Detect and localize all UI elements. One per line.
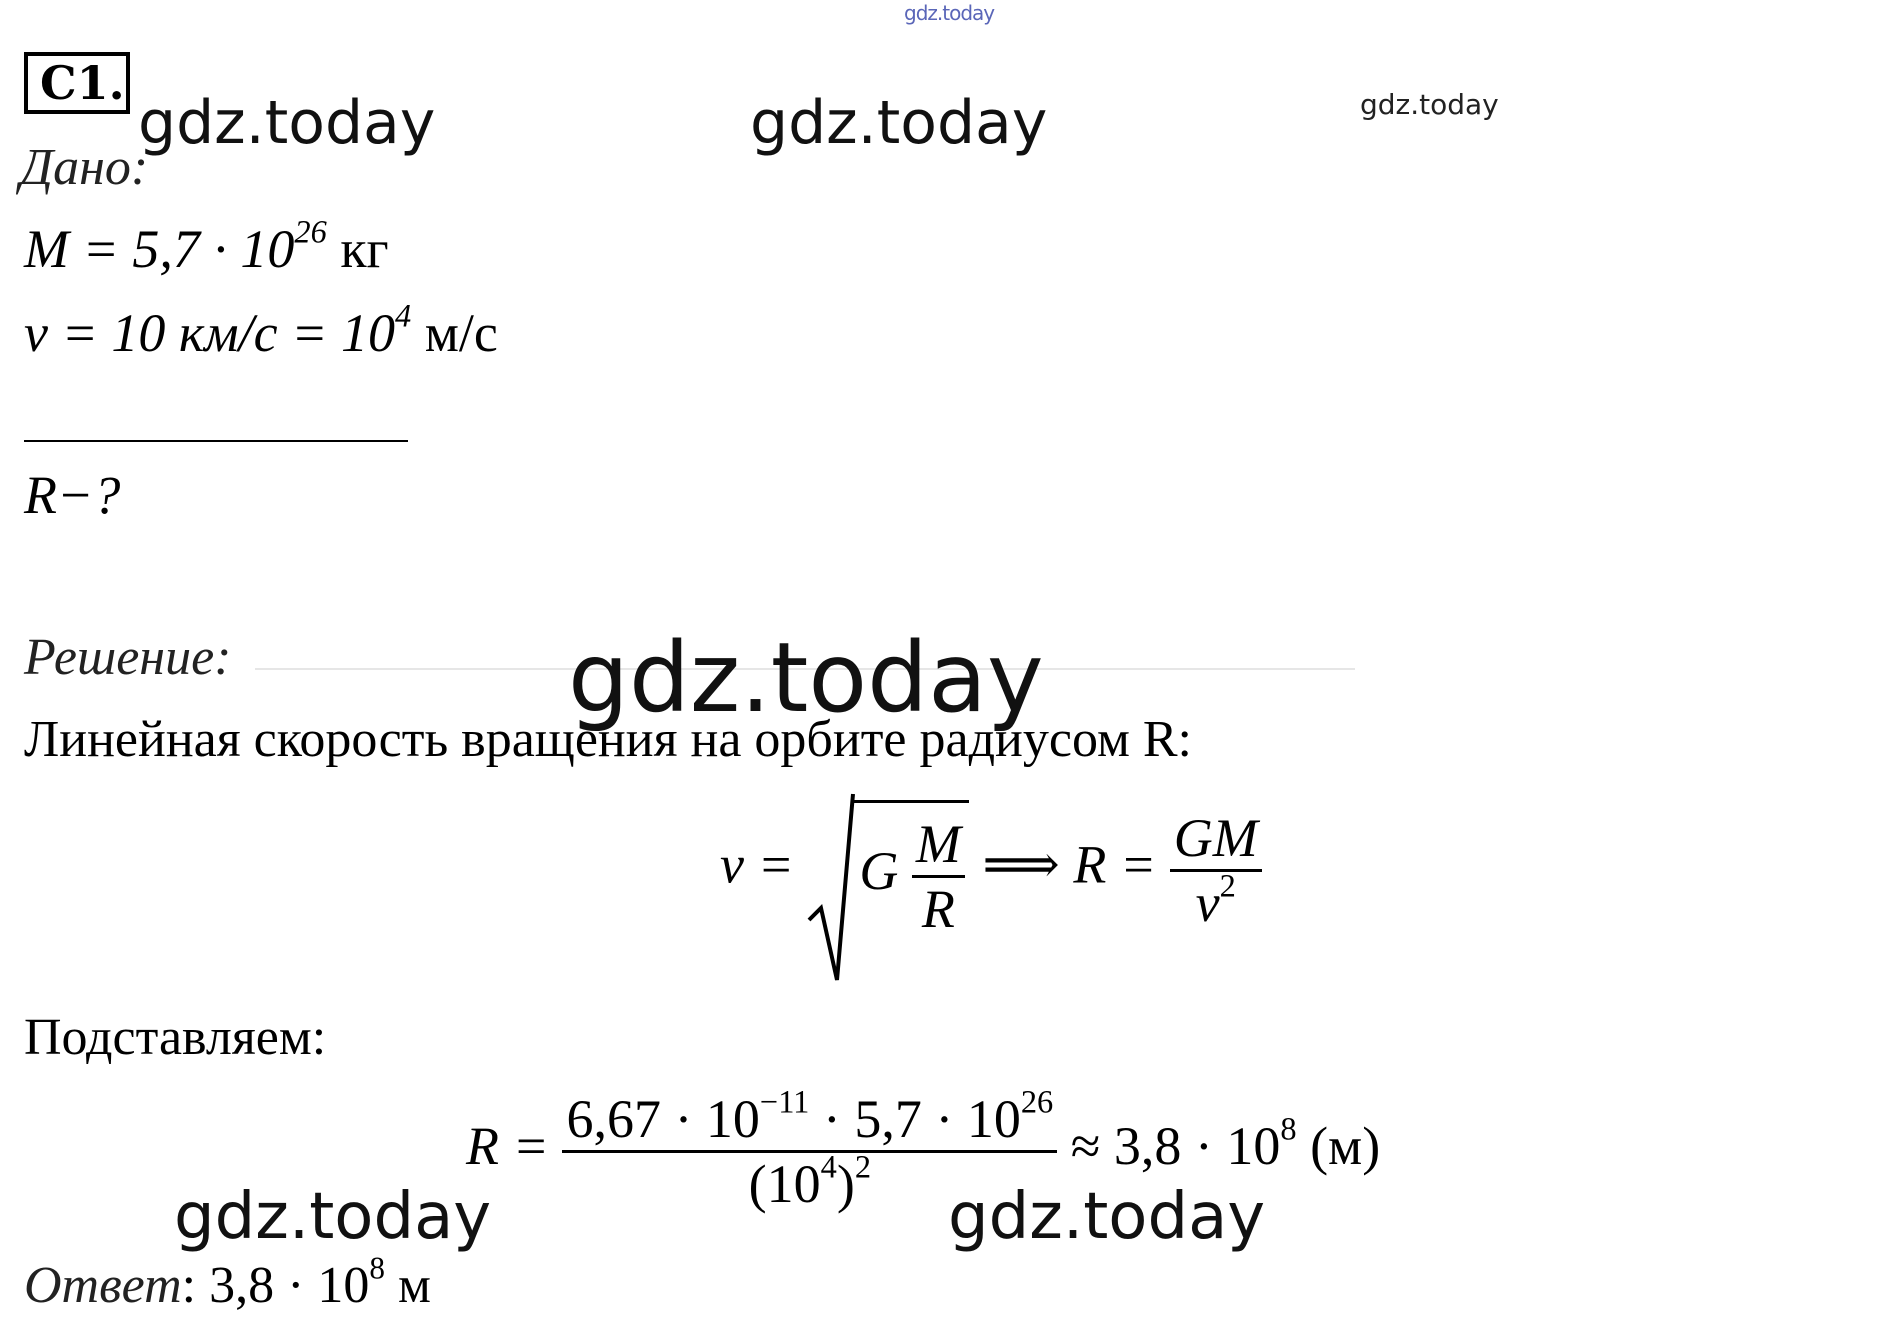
solution-text-substitute: Подставляем: [24,1009,327,1066]
given-mass-text: M = 5,7 · 10 [24,219,295,279]
fraction-denominator: R [912,875,965,940]
given-mass-exponent: 26 [294,214,327,251]
given-velocity-unit: м/с [411,303,498,363]
formula1-lhs: v = [720,834,794,895]
formula2-lhs: R = [466,1115,549,1176]
formula2-result: ≈ 3,8 · 10 [1070,1115,1281,1176]
implies-symbol: ⟹ [982,834,1060,895]
den-base: v [1195,872,1220,933]
fraction-m-over-r [912,813,965,940]
formula1-g: G [859,840,899,901]
sqrt-sign-icon [807,790,855,990]
result-exponent: 8 [1280,1111,1297,1148]
num-exp2: 26 [1020,1084,1054,1121]
given-mass [24,214,389,280]
given-velocity-text: v = 10 км/с = 10 [24,303,396,363]
sqrt-inner [853,800,968,940]
answer [24,1250,431,1315]
solution-heading: Решение: [24,629,232,686]
watermark-top: gdz.today [904,1,995,25]
given-mass-unit: кг [326,219,389,279]
watermark: gdz.today [1360,88,1499,121]
given-divider [24,440,408,442]
fraction-numerator: M [915,814,961,874]
sqrt-expression [807,800,968,940]
den-exponent: 2 [1219,868,1236,905]
formula-orbital-velocity [720,800,1262,940]
watermark: gdz.today [138,88,436,158]
answer-exponent: 8 [369,1250,385,1286]
answer-unit: м [385,1257,431,1314]
den-part2: ) [836,1154,855,1214]
fraction-gm-over-v2 [1170,807,1262,934]
result-unit: (м) [1296,1115,1381,1176]
formula1-rhs: R = [1073,834,1157,895]
find-unknown: R−? [24,465,121,525]
num-exp1: −11 [759,1084,810,1121]
den-exp1: 4 [820,1149,837,1186]
den-exp2: 2 [854,1149,872,1186]
answer-value: 3,8 · 10 [209,1257,370,1314]
num-part2: · 5,7 · 10 [809,1089,1021,1149]
given-velocity [24,298,498,364]
num-part1: 6,67 · 10 [566,1089,760,1149]
fraction-denominator [1170,869,1262,934]
answer-colon: : [181,1257,210,1314]
watermark: gdz.today [174,1180,492,1254]
fraction-numerator [562,1084,1057,1150]
answer-label: Ответ [24,1257,182,1314]
watermark: gdz.today [750,88,1048,158]
fraction-numerator: GM [1173,807,1258,868]
problem-label: C1. [24,52,130,114]
solution-text-velocity: Линейная скорость вращения на орбите радиусом R: [24,711,1192,768]
watermark: gdz.today [948,1180,1266,1254]
given-heading: Дано: [20,139,149,196]
given-velocity-exponent: 4 [395,298,412,335]
watermark-large: gdz.today [568,622,1044,734]
den-part1: (10 [748,1154,821,1214]
